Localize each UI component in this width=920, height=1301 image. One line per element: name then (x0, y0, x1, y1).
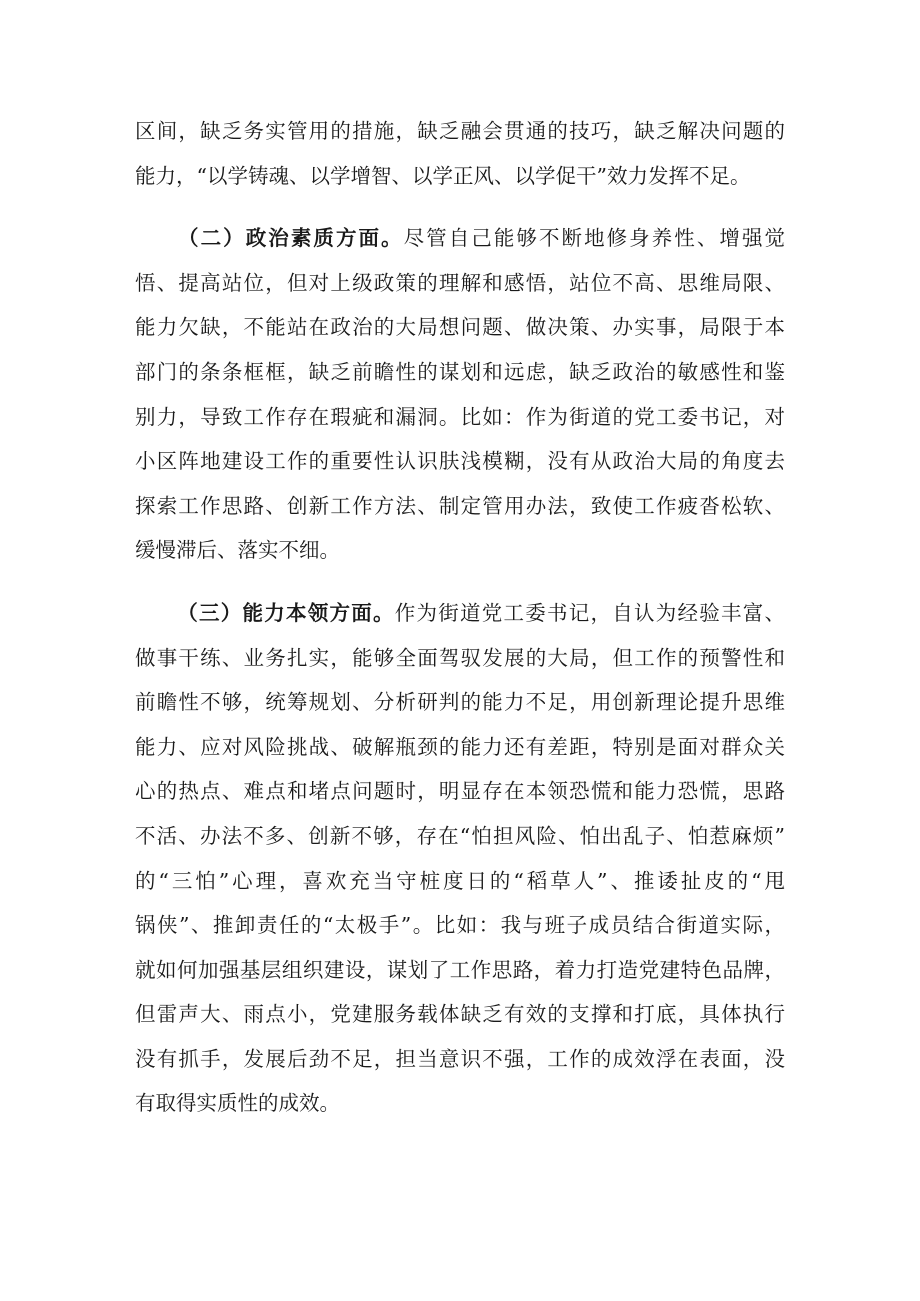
paragraph-line: 做事干练、业务扎实，能够全面驾驭发展的大局，但工作的预警性和 (135, 645, 785, 670)
paragraph-line: 不活、办法不多、创新不够，存在“怕担风险、怕出乱子、怕惹麻烦” (135, 823, 785, 848)
paragraph-gap (135, 573, 785, 591)
paragraph-first-line (135, 216, 785, 261)
paragraph-line: 能力，“以学铸魂、以学增智、以学正风、以学促干”效力发挥不足。 (135, 163, 751, 188)
paragraph-line: 缓慢滞后、落实不细。 (135, 538, 340, 563)
paragraph-line-text: 尽管自己能够不断地修身养性、增强觉 (403, 226, 786, 251)
paragraph-line-text: 作为街道党工委书记，自认为经验丰富、 (394, 600, 785, 625)
section-heading-political: （二）政治素质方面。 (176, 226, 404, 251)
paragraph-3 (135, 591, 785, 1126)
paragraph-line: 前瞻性不够，统筹规划、分析研判的能力不足，用创新理论提升思维 (135, 690, 785, 715)
paragraph-first-line (135, 591, 785, 636)
paragraph-line: 部门的条条框框，缺乏前瞻性的谋划和远虑，缺乏政治的敏感性和鉴 (135, 359, 785, 384)
paragraph-line: 能力欠缺，不能站在政治的大局想问题、做决策、办实事，局限于本 (135, 315, 785, 340)
paragraph-1 (135, 109, 785, 198)
paragraph-gap (135, 198, 785, 216)
paragraph-2 (135, 216, 785, 573)
paragraph-line: 锅侠”、推卸责任的“太极手”。比如：我与班子成员结合街道实际， (135, 913, 785, 938)
paragraph-line: 有取得实质性的成效。 (135, 1091, 340, 1116)
paragraph-line: 区间，缺乏务实管用的措施，缺乏融会贯通的技巧，缺乏解决问题的 (135, 119, 785, 143)
paragraph-line: 但雷声大、雨点小，党建服务载体缺乏有效的支撑和打底，具体执行 (135, 1002, 785, 1027)
paragraph-line: 能力、应对风险挑战、破解瓶颈的能力还有差距，特别是面对群众关 (135, 734, 785, 759)
paragraph-line: 就如何加强基层组织建设，谋划了工作思路，着力打造党建特色品牌， (135, 957, 785, 982)
paragraph-line: 的“三怕”心理，喜欢充当守桩度日的“稻草人”、推诿扯皮的“甩 (135, 868, 785, 893)
paragraph-line: 小区阵地建设工作的重要性认识肤浅模糊，没有从政治大局的角度去 (135, 449, 785, 474)
paragraph-line: 心的热点、难点和堵点问题时，明显存在本领恐慌和能力恐慌，思路 (135, 779, 785, 804)
paragraph-line: 没有抓手，发展后劲不足，担当意识不强，工作的成效浮在表面，没 (135, 1046, 785, 1071)
paragraph-line: 悟、提高站位，但对上级政策的理解和感悟，站位不高、思维局限、 (135, 270, 785, 295)
paragraph-line: 探索工作思路、创新工作方法、制定管用办法，致使工作疲沓松软、 (135, 493, 785, 518)
document-body (135, 109, 785, 1126)
paragraph-line: 别力，导致工作存在瑕疵和漏洞。比如：作为街道的党工委书记，对 (135, 404, 785, 429)
section-heading-ability: （三）能力本领方面。 (176, 600, 395, 625)
